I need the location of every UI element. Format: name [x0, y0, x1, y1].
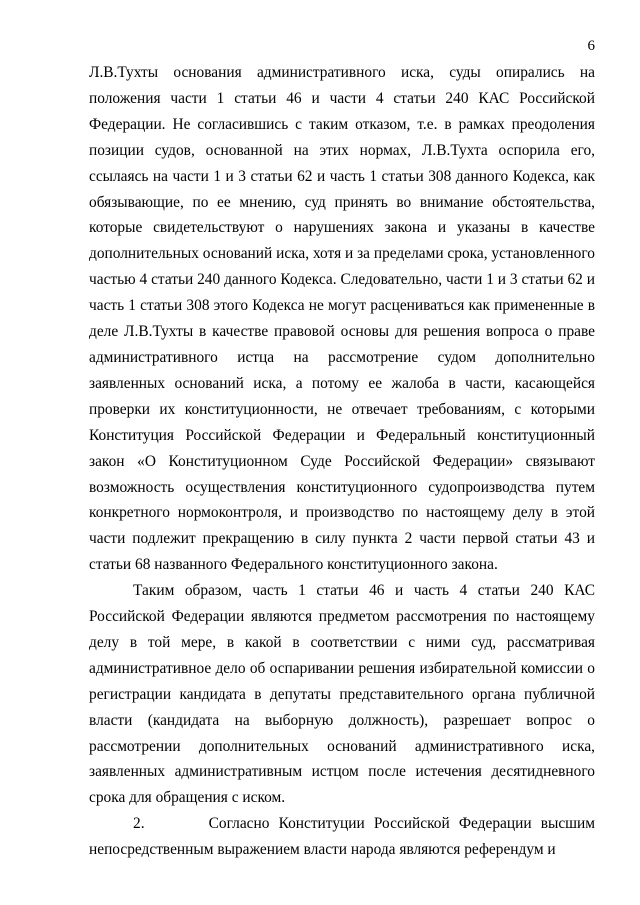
document-body: [89, 60, 595, 863]
paragraph-conclusion: Таким образом, часть 1 статьи 46 и часть 4 статьи 240 КАС Российской Федерации являются предметом рассмотрения по настоящему делу в той мере, в какой в соответствии с ними суд, рассматривая административное дело об оспаривании решения избирательной комиссии о регистрации кандидата в депутаты представительного органа публичной власти (кандидата на выборную должность), разрешает вопрос о рассмотрении дополнительных оснований административного иска, заявленных административным истцом после истечения десятидневного срока для обращения с иском.: [89, 582, 595, 807]
paragraph-continuation: Л.В.Тухты основания административного иска, суды опирались на положения части 1 статьи 46 и части 4 статьи 240 КАС Российской Федерации. Не согласившись с таким отказом, т.е. в рамках преодоления позиции судов, основанной на этих нормах, Л.В.Тухта оспорила его, ссылаясь на части 1 и 3 статьи 62 и часть 1 статьи 308 данного Кодекса, как обязывающие, по ее мнению, суд принять во внимание обстоятельства, которые свидетельствуют о нарушениях закона и указаны в качестве дополнительных оснований иска, хотя и за пределами срока, установленного частью 4 статьи 240 данного Кодекса. Следовательно, части 1 и 3 статьи 62 и часть 1 статьи 308 этого Кодекса не могут расцениваться как примененные в деле Л.В.Тухты в качестве правовой основы для решения вопроса о праве административного истца на рассмотрение судом дополнительно заявленных оснований иска, а потому ее жалоба в части, касающейся проверки их конституционности, не отвечает требованиям, с которыми Конституция Российской Федерации и Федеральный конституционный закон «О Конституционном Суде Российской Федерации» связывают возможность осуществления конституционного судопроизводства путем конкретного нормоконтроля, и производство по настоящему делу в этой части подлежит прекращению в силу пункта 2 части первой статьи 43 и статьи 68 названного Федерального конституционного закона.: [89, 64, 595, 574]
page-number: 6: [587, 38, 595, 54]
paragraph-numbered-2: 2. Согласно Конституции Российской Федерации высшим непосредственным выражением власти народа являются референдум и: [89, 815, 595, 859]
